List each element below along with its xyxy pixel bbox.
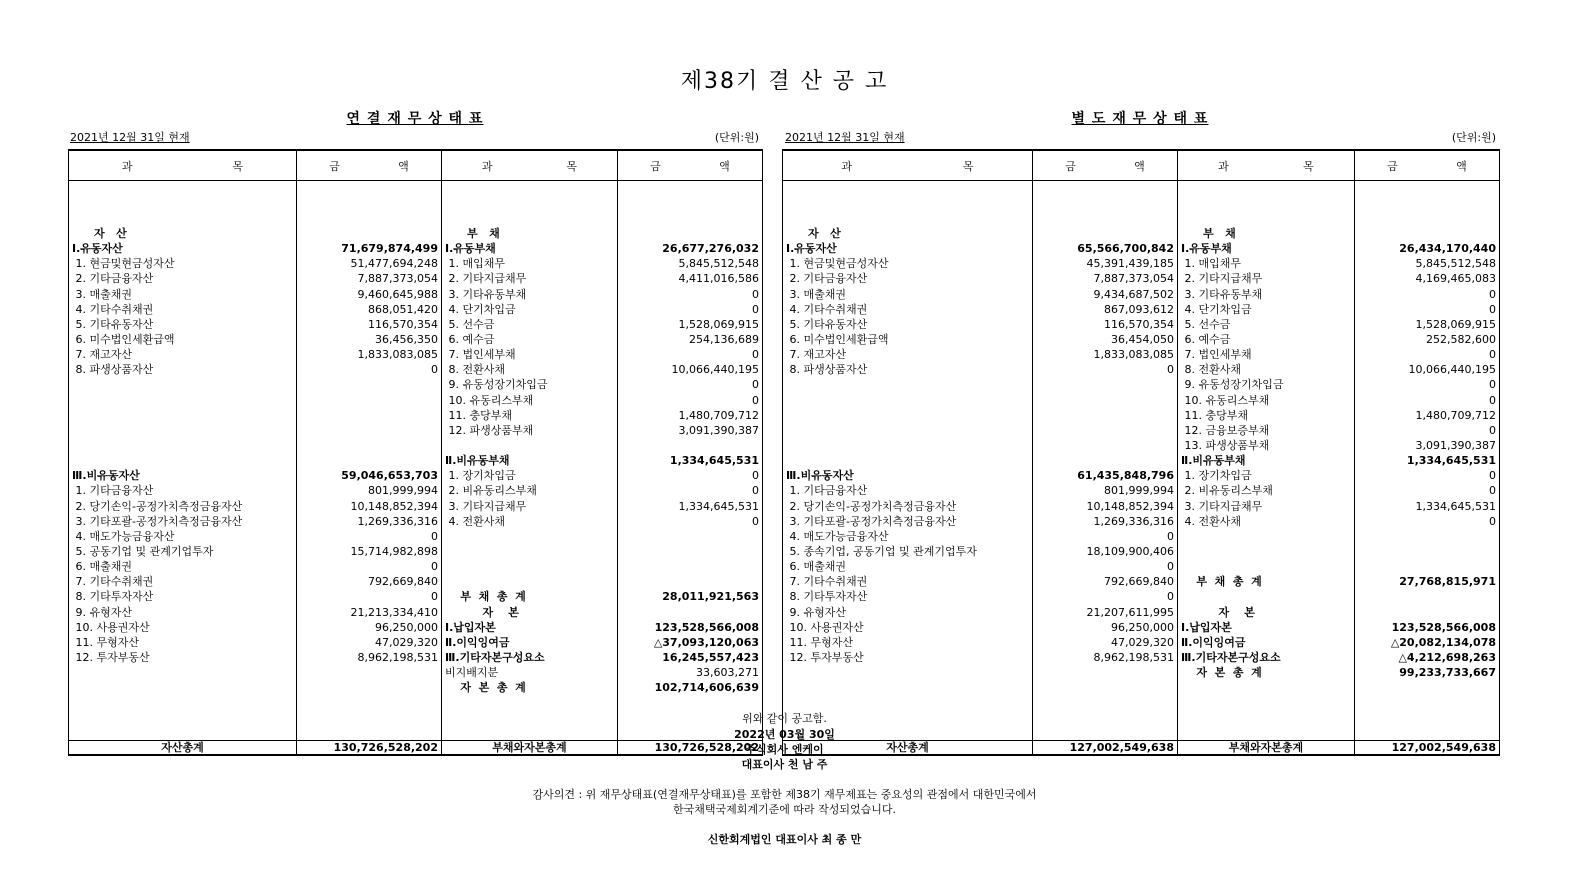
account-name: Ⅲ.비유동자산	[786, 469, 854, 483]
account-amount: 0	[752, 484, 759, 498]
table-body-row	[69, 181, 763, 741]
account-amount: 102,714,606,639	[654, 681, 759, 695]
account-amount: 21,207,611,995	[1086, 605, 1174, 619]
account-amount	[621, 544, 759, 559]
account-name: 5. 기타유동자산	[786, 317, 868, 331]
account-name: 11. 무형자산	[786, 635, 853, 649]
account-amount: 801,999,994	[1104, 484, 1174, 498]
account-name: 6. 미수법인세환급액	[786, 332, 889, 346]
account-name: 5. 선수금	[445, 317, 495, 331]
account-name: 1. 현금및현금성자산	[786, 257, 889, 271]
asset-amounts-column	[297, 181, 442, 741]
account-amount: 868,051,420	[368, 302, 438, 316]
account-amount: △4,212,698,263	[1398, 650, 1496, 664]
account-amount: △20,082,134,078	[1390, 635, 1496, 649]
account-name: 3. 매출채권	[786, 287, 846, 301]
account-name: 2. 기타금융자산	[786, 272, 868, 286]
account-amount: 0	[431, 590, 438, 604]
account-name	[1181, 559, 1351, 574]
account-amount: 26,434,170,440	[1399, 242, 1496, 256]
account-name: 3. 기타유동부채	[445, 287, 527, 301]
account-name: 8. 파생상품자산	[72, 363, 154, 377]
account-amount: 36,456,350	[375, 332, 438, 346]
account-amount	[621, 559, 759, 574]
account-name: 12. 투자부동산	[72, 650, 150, 664]
account-amount	[1358, 529, 1496, 544]
consolidated-balance-sheet	[68, 149, 763, 756]
account-amount: 10,066,440,195	[671, 363, 759, 377]
account-amount: 1,528,069,915	[678, 317, 759, 331]
header-account: 과 목	[69, 150, 297, 181]
account-amount: 254,136,689	[689, 332, 759, 346]
account-name: 9. 유동성장기차입금	[445, 378, 548, 392]
account-amount	[300, 377, 438, 392]
account-amount	[1358, 589, 1496, 604]
account-name: 8. 전환사채	[445, 363, 505, 377]
account-name: 7. 재고자산	[72, 348, 132, 362]
account-name: 4. 전환사채	[445, 514, 505, 528]
header-account: 과 목	[442, 150, 618, 181]
total-liabilities-equity-amount: 130,726,528,202	[618, 741, 763, 756]
account-name: 부 채	[1203, 227, 1236, 240]
account-name: 13. 파생상품부채	[1181, 438, 1270, 452]
total-assets-label: 자산총계	[783, 741, 1033, 756]
account-amount: 28,011,921,563	[662, 590, 759, 604]
total-assets-label: 자산총계	[69, 741, 297, 756]
account-amount: 3,091,390,387	[1415, 438, 1496, 452]
account-amount: 0	[1167, 560, 1174, 574]
account-name	[72, 393, 293, 408]
account-name: 자 본 총 계	[445, 681, 526, 695]
account-name: 부 채 총 계	[445, 590, 526, 604]
account-amount: 99,233,733,667	[1399, 666, 1496, 680]
account-name: 3. 기타포괄-공정가치측정금융자산	[72, 514, 243, 528]
account-amount	[1036, 453, 1174, 468]
account-amount	[621, 529, 759, 544]
total-liabilities-equity-label: 부채와자본총계	[1178, 741, 1355, 756]
table-header-row	[783, 150, 1500, 181]
account-amount: 792,669,840	[1104, 575, 1174, 589]
account-amount: 123,528,566,008	[1391, 620, 1496, 634]
account-amount: 801,999,994	[368, 484, 438, 498]
account-amount: 10,066,440,195	[1408, 363, 1496, 377]
account-name	[72, 423, 293, 438]
account-amount	[300, 438, 438, 453]
account-name	[1181, 589, 1351, 604]
account-name: 4. 단기차입금	[1181, 302, 1252, 316]
account-name: 9. 유형자산	[72, 605, 132, 619]
account-amount: 65,566,700,842	[1077, 242, 1174, 256]
account-amount: 0	[752, 348, 759, 362]
account-amount: 252,582,600	[1426, 332, 1496, 346]
account-name: 4. 단기차입금	[445, 302, 516, 316]
account-amount: 0	[752, 393, 759, 407]
account-name: 1. 기타금융자산	[72, 484, 154, 498]
account-name: 2. 기타지급채무	[1181, 272, 1263, 286]
account-amount	[300, 408, 438, 423]
account-amount: 0	[1489, 287, 1496, 301]
account-amount: 4,411,016,586	[678, 272, 759, 286]
account-name	[1181, 544, 1351, 559]
account-name	[72, 438, 293, 453]
account-name: 7. 법인세부채	[445, 348, 516, 362]
audit-opinion-line-1: 감사의견 : 위 재무상태표(연결재무상태표)를 포함한 제38기 재무제표는 중요성의 관점에서 대한민국에서	[532, 788, 1037, 801]
account-name: 10. 유동리스부채	[445, 393, 534, 407]
announcement-line: 위와 같이 공고함.	[742, 712, 827, 725]
account-amount: 8,962,198,531	[357, 650, 438, 664]
consolidated-date: 2021년 12월 31일 현재	[70, 131, 190, 144]
account-amount: 1,334,645,531	[1406, 454, 1496, 468]
liability-names-column	[1178, 181, 1355, 741]
account-amount: 21,213,334,410	[350, 605, 438, 619]
audit-opinion-line-2: 한국채택국제회계기준에 따라 작성되었습니다.	[672, 803, 896, 816]
total-liabilities-equity-label: 부채와자본총계	[442, 741, 618, 756]
account-amount	[1036, 423, 1174, 438]
account-name: 5. 공동기업 및 관계기업투자	[72, 544, 214, 558]
account-name: 6. 미수법인세환급액	[72, 332, 175, 346]
account-name: 3. 기타유동부채	[1181, 287, 1263, 301]
header-amount: 금 액	[297, 150, 442, 181]
account-amount	[1358, 605, 1496, 620]
account-amount: 15,714,982,898	[350, 544, 438, 558]
account-name	[445, 438, 614, 453]
account-amount: 0	[752, 514, 759, 528]
account-name: Ⅲ.비유동자산	[72, 469, 140, 483]
account-amount: 5,845,512,548	[678, 257, 759, 271]
account-amount	[1358, 544, 1496, 559]
account-name: 11. 충당부채	[445, 408, 512, 422]
account-amount: 16,245,557,423	[662, 650, 759, 664]
account-name	[786, 377, 1029, 392]
account-amount: 1,833,083,085	[357, 348, 438, 362]
consolidated-title: 연 결 재 무 상 태 표	[346, 111, 484, 127]
account-name: 3. 기타지급채무	[445, 499, 527, 513]
account-name: 4. 기타수취채권	[72, 302, 154, 316]
account-name: 3. 기타지급채무	[1181, 499, 1263, 513]
account-name: 5. 선수금	[1181, 317, 1231, 331]
account-amount: 1,528,069,915	[1415, 317, 1496, 331]
total-liabilities-equity-amount: 127,002,549,638	[1355, 741, 1500, 756]
separate-unit: (단위:원)	[1451, 131, 1496, 144]
account-amount: 0	[431, 529, 438, 543]
account-name: 비지배지분	[445, 666, 499, 680]
asset-names-column	[69, 181, 297, 741]
account-amount: 0	[1489, 378, 1496, 392]
account-amount	[1358, 559, 1496, 574]
account-name: Ⅰ.납입자본	[1181, 620, 1232, 634]
account-amount: 3,091,390,387	[678, 423, 759, 437]
account-amount: 96,250,000	[375, 620, 438, 634]
account-amount: 0	[1489, 484, 1496, 498]
account-name: Ⅱ.이익잉여금	[1181, 635, 1246, 649]
account-amount	[621, 574, 759, 589]
account-amount: 1,833,083,085	[1093, 348, 1174, 362]
account-name: Ⅰ.유동자산	[786, 242, 837, 256]
account-amount: 0	[431, 363, 438, 377]
account-name: Ⅲ.기타자본구성요소	[445, 650, 545, 664]
account-name	[72, 408, 293, 423]
account-amount: 47,029,320	[375, 635, 438, 649]
total-assets-amount: 130,726,528,202	[297, 741, 442, 756]
account-amount: 10,148,852,394	[1086, 499, 1174, 513]
account-name: 4. 매도가능금융자산	[786, 529, 889, 543]
account-amount	[300, 453, 438, 468]
account-name: Ⅰ.유동부채	[445, 242, 496, 256]
account-name: 2. 당기손익-공정가치측정금융자산	[786, 499, 957, 513]
account-amount	[300, 226, 438, 241]
header-amount: 금 액	[618, 150, 763, 181]
account-name	[445, 574, 614, 589]
account-amount: 0	[752, 302, 759, 316]
account-amount	[1358, 226, 1496, 241]
account-amount	[1036, 408, 1174, 423]
separate-balance-sheet	[782, 149, 1500, 756]
account-name: 3. 기타포괄-공정가치측정금융자산	[786, 514, 957, 528]
account-name: 12. 금융보증부채	[1181, 423, 1270, 437]
account-amount: 61,435,848,796	[1077, 469, 1174, 483]
account-amount: 18,109,900,406	[1086, 544, 1174, 558]
account-amount: 71,679,874,499	[341, 242, 438, 256]
account-amount: 96,250,000	[1111, 620, 1174, 634]
account-name: 5. 종속기업, 공동기업 및 관계기업투자	[786, 544, 977, 558]
table-body-row	[783, 181, 1500, 741]
account-amount: 26,677,276,032	[662, 242, 759, 256]
auditor-signature: 신한회계법인 대표이사 최 종 만	[707, 833, 862, 846]
separate-date: 2021년 12월 31일 현재	[785, 131, 905, 144]
account-amount	[621, 226, 759, 241]
liability-amounts-column	[1355, 181, 1500, 741]
account-name: Ⅱ.비유동부채	[1181, 454, 1246, 468]
account-amount: 7,887,373,054	[1093, 272, 1174, 286]
account-amount: 36,454,050	[1111, 332, 1174, 346]
account-amount: 0	[1167, 363, 1174, 377]
account-amount: 0	[1167, 529, 1174, 543]
account-name: 9. 유형자산	[786, 605, 846, 619]
account-amount: 0	[1489, 348, 1496, 362]
table-header-row	[69, 150, 763, 181]
account-name: Ⅱ.이익잉여금	[445, 635, 510, 649]
account-name: Ⅰ.납입자본	[445, 620, 496, 634]
account-name: 부 채	[467, 227, 500, 240]
account-name: Ⅰ.유동부채	[1181, 242, 1232, 256]
account-amount	[621, 438, 759, 453]
account-amount: 8,962,198,531	[1093, 650, 1174, 664]
account-amount: 116,570,354	[368, 317, 438, 331]
account-amount: 1,334,645,531	[678, 499, 759, 513]
account-amount	[300, 393, 438, 408]
account-name: 7. 기타수취채권	[786, 575, 868, 589]
account-amount: 0	[431, 560, 438, 574]
account-amount	[300, 423, 438, 438]
account-name: 7. 법인세부채	[1181, 348, 1252, 362]
account-amount: △37,093,120,063	[653, 635, 759, 649]
account-name	[445, 529, 614, 544]
account-name: 2. 비유동리스부채	[445, 484, 537, 498]
account-amount: 116,570,354	[1104, 317, 1174, 331]
header-account: 과 목	[1178, 150, 1355, 181]
account-amount: 1,269,336,316	[1093, 514, 1174, 528]
account-name: 자 본	[467, 605, 519, 619]
account-amount: 47,029,320	[1111, 635, 1174, 649]
account-name: 자 본 총 계	[1181, 666, 1262, 680]
liability-amounts-column	[618, 181, 763, 741]
header-amount: 금 액	[1355, 150, 1500, 181]
account-name	[786, 423, 1029, 438]
account-name	[786, 453, 1029, 468]
account-name: 2. 당기손익-공정가치측정금융자산	[72, 499, 243, 513]
account-name: 6. 예수금	[1181, 332, 1231, 346]
account-name: 4. 기타수취채권	[786, 302, 868, 316]
account-amount: 7,887,373,054	[357, 272, 438, 286]
account-name: 3. 매출채권	[72, 287, 132, 301]
page-title: 제38기 결 산 공 고	[680, 69, 889, 94]
account-name: 2. 기타금융자산	[72, 272, 154, 286]
account-amount: 0	[1489, 514, 1496, 528]
total-assets-amount: 127,002,549,638	[1033, 741, 1178, 756]
account-amount: 0	[752, 378, 759, 392]
account-name: 자 산	[94, 227, 127, 240]
account-name: 6. 매출채권	[786, 560, 846, 574]
account-amount: 0	[1489, 423, 1496, 437]
account-amount: 0	[752, 287, 759, 301]
account-amount: 1,334,645,531	[1415, 499, 1496, 513]
account-name: 8. 기타투자자산	[72, 590, 154, 604]
account-amount: 1,269,336,316	[357, 514, 438, 528]
account-amount: 867,093,612	[1104, 302, 1174, 316]
account-name: 12. 파생상품부채	[445, 423, 534, 437]
account-amount: 123,528,566,008	[654, 620, 759, 634]
account-name: 10. 유동리스부채	[1181, 393, 1270, 407]
account-amount: 9,460,645,988	[357, 287, 438, 301]
account-name: 자 본	[1203, 605, 1255, 619]
account-name	[786, 408, 1029, 423]
company-name: 주식회사 엔케이	[745, 743, 824, 756]
account-amount: 1,480,709,712	[1415, 408, 1496, 422]
account-amount: 59,046,653,703	[341, 469, 438, 483]
account-name: 8. 전환사채	[1181, 363, 1241, 377]
account-amount	[1036, 438, 1174, 453]
account-name: 6. 예수금	[445, 332, 495, 346]
account-name	[445, 544, 614, 559]
account-amount: 1,480,709,712	[678, 408, 759, 422]
account-amount: 51,477,694,248	[350, 257, 438, 271]
account-amount	[1036, 377, 1174, 392]
account-amount: 10,148,852,394	[350, 499, 438, 513]
asset-amounts-column	[1033, 181, 1178, 741]
account-name	[445, 559, 614, 574]
account-amount: 45,391,439,185	[1086, 257, 1174, 271]
separate-title: 별 도 재 무 상 태 표	[1071, 111, 1209, 127]
account-name: 7. 재고자산	[786, 348, 846, 362]
account-amount	[1036, 393, 1174, 408]
account-amount	[621, 605, 759, 620]
account-amount: 1,334,645,531	[669, 454, 759, 468]
account-name: 1. 현금및현금성자산	[72, 257, 175, 271]
account-amount: 0	[1489, 393, 1496, 407]
account-amount: 0	[1167, 590, 1174, 604]
header-account: 과 목	[783, 150, 1033, 181]
asset-names-column	[783, 181, 1033, 741]
account-name: 1. 기타금융자산	[786, 484, 868, 498]
account-name: 2. 비유동리스부채	[1181, 484, 1273, 498]
account-name: 부 채 총 계	[1181, 575, 1262, 589]
account-name: Ⅰ.유동자산	[72, 242, 123, 256]
consolidated-unit: (단위:원)	[714, 131, 759, 144]
header-amount: 금 액	[1033, 150, 1178, 181]
account-name: 11. 충당부채	[1181, 408, 1248, 422]
announcement-date: 2022년 03월 30일	[734, 728, 835, 741]
account-amount: 5,845,512,548	[1415, 257, 1496, 271]
account-name: 1. 매입채무	[1181, 257, 1241, 271]
account-name: 5. 기타유동자산	[72, 317, 154, 331]
account-amount: 33,603,271	[696, 666, 759, 680]
account-name: 9. 유동성장기차입금	[1181, 378, 1284, 392]
account-name	[786, 393, 1029, 408]
ceo-name: 대표이사 천 남 주	[741, 758, 828, 771]
account-name	[72, 453, 293, 468]
account-name: 자 산	[808, 227, 841, 240]
account-name: Ⅲ.기타자본구성요소	[1181, 650, 1281, 664]
account-amount: 0	[1489, 302, 1496, 316]
liability-names-column	[442, 181, 618, 741]
account-amount: 4,169,465,083	[1415, 272, 1496, 286]
account-name: 2. 기타지급채무	[445, 272, 527, 286]
account-amount: 9,434,687,502	[1093, 287, 1174, 301]
account-name: 7. 기타수취채권	[72, 575, 154, 589]
account-name: Ⅱ.비유동부채	[445, 454, 510, 468]
account-name: 8. 파생상품자산	[786, 363, 868, 377]
account-name: 4. 전환사채	[1181, 514, 1241, 528]
account-name: 1. 장기차입금	[445, 469, 516, 483]
account-name: 8. 기타투자자산	[786, 590, 868, 604]
account-name	[786, 438, 1029, 453]
account-name: 1. 장기차입금	[1181, 469, 1252, 483]
account-amount: 27,768,815,971	[1399, 575, 1496, 589]
account-name: 11. 무형자산	[72, 635, 139, 649]
account-name: 1. 매입채무	[445, 257, 505, 271]
account-name	[72, 377, 293, 392]
account-name: 6. 매출채권	[72, 560, 132, 574]
account-name: 10. 사용권자산	[72, 620, 150, 634]
account-name: 10. 사용권자산	[786, 620, 864, 634]
account-amount: 0	[752, 469, 759, 483]
account-amount: 792,669,840	[368, 575, 438, 589]
account-name: 12. 투자부동산	[786, 650, 864, 664]
account-amount: 0	[1489, 469, 1496, 483]
account-name: 4. 매도가능금융자산	[72, 529, 175, 543]
account-name	[1181, 529, 1351, 544]
account-amount	[1036, 226, 1174, 241]
